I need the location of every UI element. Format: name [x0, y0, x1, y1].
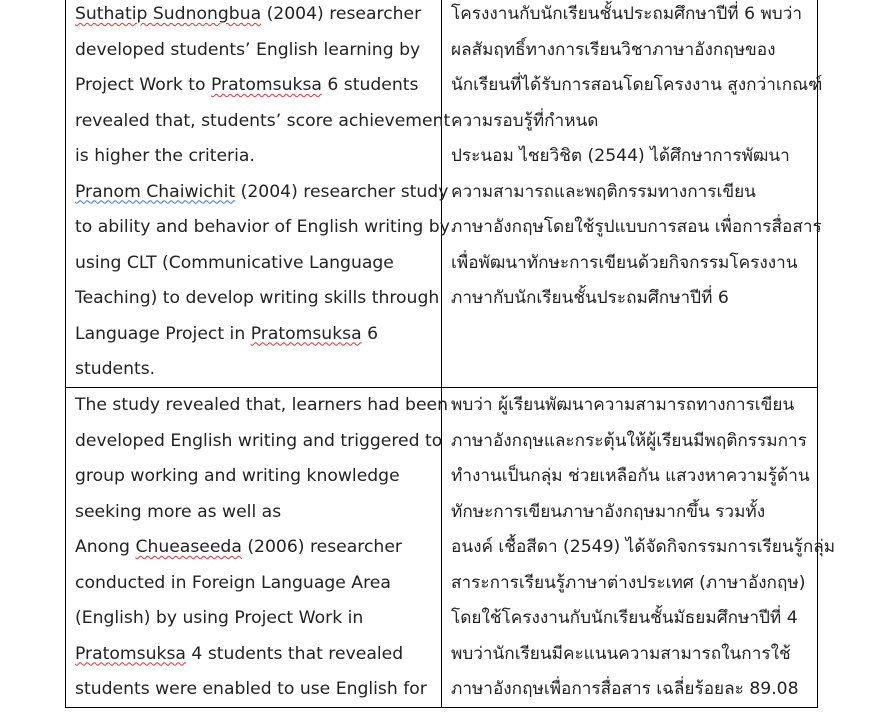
text-segment: group working and writing knowledge — [75, 466, 400, 486]
text-segment: conducted in Foreign Language Area — [75, 572, 391, 593]
text-segment: 4 students that revealed — [185, 643, 404, 664]
text-line — [75, 459, 441, 495]
spellcheck-word: Suthatip Sudnongbua — [75, 4, 262, 24]
text-line — [75, 424, 441, 460]
text-segment: using CLT (Communicative Language — [75, 252, 394, 273]
text-line — [75, 530, 441, 566]
text-segment: revealed that, students’ score achievement — [75, 110, 451, 131]
text-line: ภาษากับนักเรียนชั้นประถมศึกษาปีที่ 6 — [451, 288, 729, 308]
text-segment: to ability and behavior of English writing by — [75, 217, 450, 237]
text-segment: is higher the criteria. — [75, 146, 255, 166]
text-segment: Anong — [75, 537, 136, 557]
text-line: ทักษะการเขียนภาษาอังกฤษมากขึ้น รวมทั้ง — [451, 501, 766, 522]
text-line — [75, 68, 441, 104]
text-line: ความรอบรู้ที่กำหนด — [451, 110, 599, 131]
spellcheck-word: Pranom Chaiwichit — [75, 181, 236, 202]
text-segment: developed students’ English learning by — [75, 39, 421, 60]
table-row — [66, 0, 823, 388]
text-segment: 6 students — [321, 75, 419, 95]
spellcheck-word: Pratomsuksa — [75, 643, 186, 664]
text-line — [75, 352, 441, 388]
table-row — [66, 388, 836, 707]
text-segment: Project Work to — [75, 75, 211, 95]
text-line: โครงงานกับนักเรียนชั้นประถมศึกษาปีที่ 6 พบว่า — [451, 4, 803, 24]
text-segment: Language Project in — [75, 323, 251, 344]
literature-table — [65, 0, 836, 708]
text-line: นักเรียนที่ได้รับการสอนโดยโครงงาน สูงกว่าเกณฑ์ — [451, 75, 823, 95]
spellcheck-word: Pratomsuksa — [250, 323, 362, 344]
spellcheck-word: Chueaseeda — [135, 537, 242, 557]
text-line: ประนอม ไชยวิชิต (2544) ได้ศึกษาการพัฒนา — [451, 146, 790, 166]
text-line — [75, 388, 449, 424]
text-segment: (2006) researcher — [241, 537, 402, 557]
text-segment: (2004) researcher — [261, 4, 422, 24]
text-line: เพื่อพัฒนาทักษะการเขียนด้วยกิจกรรมโครงงาน — [451, 252, 798, 273]
text-line — [75, 637, 441, 673]
text-segment: (English) by using Project Work in — [75, 608, 364, 628]
text-line: ทำงานเป็นกลุ่ม ช่วยเหลือกัน แสวงหาความรู้ด้าน — [451, 466, 810, 486]
text-segment: students were enabled to use English for — [75, 679, 427, 699]
text-line: พบว่านักเรียนมีคะแนนความสามารถในการใช้ — [451, 643, 791, 664]
text-segment: seeking more as well as — [75, 501, 282, 522]
text-line: อนงค์ เชื้อสีดา (2549) ได้จัดกิจกรรมการเรียนรู้กลุ่ม — [451, 537, 836, 557]
spellcheck-word: Pratomsuksa — [210, 75, 322, 95]
thai-cell — [442, 388, 836, 707]
text-line — [75, 495, 441, 531]
text-line — [75, 139, 441, 175]
text-line: ผลสัมฤทธิ์ทางการเรียนวิชาภาษาอังกฤษของ — [451, 39, 776, 60]
text-line — [75, 672, 441, 708]
text-line — [75, 281, 441, 317]
text-line: สาระการเรียนรู้ภาษาต่างประเทศ (ภาษาอังกฤษ) — [451, 572, 806, 593]
text-line: ความสามารถและพฤติกรรมทางการเขียน — [451, 181, 756, 202]
text-line — [75, 210, 450, 246]
thai-cell — [442, 0, 823, 387]
english-cell — [66, 0, 451, 387]
text-line: ภาษาอังกฤษเพื่อการสื่อสาร เฉลี่ยร้อยละ 89.08 — [451, 679, 799, 699]
text-line — [75, 104, 451, 140]
text-line — [75, 246, 441, 282]
text-segment: The study revealed that, learners had been — [75, 395, 449, 415]
text-line: ภาษาอังกฤษโดยใช้รูปแบบการสอน เพื่อการสื่อสาร — [451, 217, 822, 237]
text-line — [75, 601, 441, 637]
text-segment: (2004) researcher study — [235, 181, 449, 202]
text-line — [75, 566, 441, 602]
text-segment: 6 — [361, 323, 379, 344]
text-line — [75, 317, 441, 353]
text-line — [75, 33, 441, 69]
text-segment: Teaching) to develop writing skills through — [75, 288, 440, 308]
english-cell — [66, 388, 449, 707]
text-line — [75, 175, 449, 211]
text-line — [75, 0, 441, 33]
text-line: พบว่า ผู้เรียนพัฒนาความสามารถทางการเขียน — [451, 395, 795, 415]
text-line: ภาษาอังกฤษและกระตุ้นให้ผู้เรียนมีพฤติกรรมการ — [451, 430, 807, 451]
text-segment: developed English writing and triggered to — [75, 430, 443, 451]
text-segment: students. — [75, 359, 156, 379]
text-line: โดยใช้โครงงานกับนักเรียนชั้นมัธยมศึกษาปีที่ 4 — [451, 608, 798, 628]
